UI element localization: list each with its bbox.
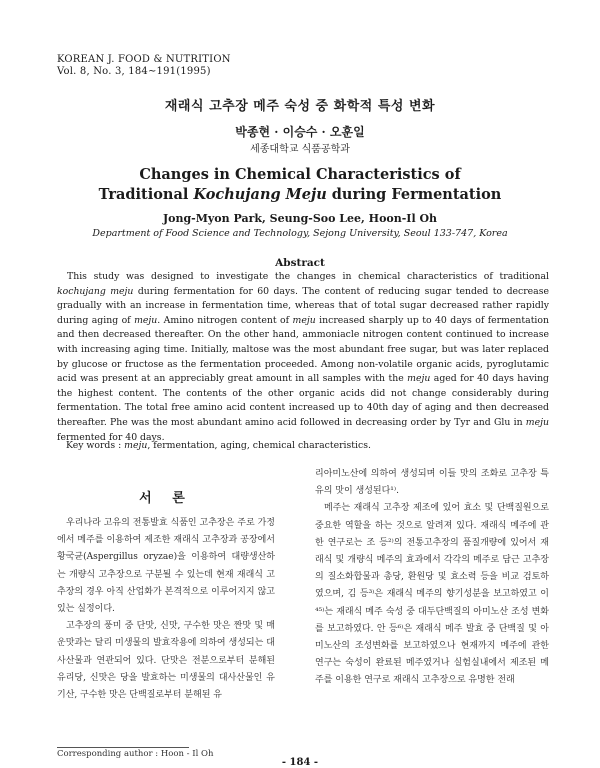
left-paragraph-1: 우리나라 고유의 전통발효 식품인 고추장은 주로 가정에서 메주를 이용하여 제조한 재래식 고추장과 공장에서 황국균(Aspergillus oryzae)을 이용하여 대량생산하는 개량식 고추장으로 구분될 수 있는데 현재 재래식 고추장의 경우 아직 산업화가 본격적으로 이루어지지 않고 있는 실정이다. (57, 518, 275, 615)
right-paragraph-0: 리아미노산에 의하여 생성되며 이들 맛의 조화로 고추장 특유의 맛이 생성된다¹⁾. (315, 469, 549, 497)
abstract-paragraph (57, 270, 549, 445)
keywords-text: , fermentation, aging, chemical characteristics. (147, 440, 371, 451)
page-number: - 184 - (281, 757, 319, 768)
abstract-body (57, 270, 549, 445)
english-title-italic: Kochujang Meju (193, 186, 327, 203)
english-affiliation: Department of Food Science and Technology, Sejong University, Seoul 133-747, Korea (92, 228, 508, 239)
korean-authors: 박종현 · 이승수 · 오훈일 (235, 125, 365, 139)
abstract-text: during fermentation for 60 days. The content of reducing sugar tended to decrease gradually with an increase in fermentation time, whereas that of total sugar decreased rather rapidly during aging of (57, 285, 549, 326)
abstract-italic: meju (134, 314, 158, 326)
abstract-italic: meju (407, 373, 431, 385)
keywords-label: Key words : (66, 440, 125, 451)
keywords (66, 440, 371, 451)
right-paragraph-1: 메주는 재래식 고추장 제조에 있어 효소 및 단백질원으로 중요한 역할을 하는 것으로 알려져 있다. 재래식 메주에 관한 연구로는 조 등²⁾의 전통고추장의 품질개량에 있어서 재래식 및 개량식 메주의 효과에서 각각의 메주로 담근 고추장의 질소화합물과 총당, 환원당 및 효소력 등을 비교 검토하였으며, 김 등³⁾은 재래식 메주의 향기성분을 보고하였고 이⁴⁵⁾는 재래식 메주 숙성 중 대두단백질의 아미노산 조성 변화를 보고하였다. 안 등⁶⁾은 재래식 메주 발효 중 단백질 및 아미노산의 조성변화를 보고하였으나 현재까지 메주에 관한 연구는 숙성이 완료된 메주였거나 실험실내에서 제조된 메주를 이용한 연구로 재래식 고추장으로 유명한 전래 (315, 503, 549, 686)
footnote-rule (57, 747, 189, 748)
section-heading-introduction: 서 론 (139, 491, 193, 506)
abstract-italic: meju (525, 416, 549, 428)
abstract-italic: kochujang meju (57, 285, 134, 297)
abstract-text: This study was designed to investigate the changes in chemical characteristics of traditional (67, 271, 549, 282)
abstract-text: aged for 40 days having the highest content. The contents of the other organic acids did not change considerably during fermentation. The total free amino acid content increased up to 40th day of aging and then decreased thereafter. Phe was the most abundant amino acid followed in decreasing order by Tyr and Glu in (57, 373, 550, 428)
journal-header (57, 54, 231, 78)
right-column (315, 466, 549, 690)
abstract-heading: Abstract (275, 257, 325, 269)
abstract-italic: meju (292, 314, 316, 326)
english-title-line1: Changes in Chemical Characteristics of (139, 166, 461, 183)
left-column (57, 515, 275, 704)
abstract-text: . Amino nitrogen content of (157, 314, 293, 326)
abstract-text: fermented for 40 days. (57, 431, 165, 443)
korean-title: 재래식 고추장 메주 숙성 중 화학적 특성 변화 (164, 99, 436, 114)
keywords-italic: meju (124, 440, 148, 451)
english-title-line2 (0, 185, 600, 205)
english-title-post: during Fermentation (326, 186, 502, 203)
left-paragraph-2: 고추장의 풍미 중 단맛, 신맛, 구수한 맛은 짠맛 및 매운맛과는 달리 미생물의 발효작용에 의하여 생성되는 대사산물과 연관되어 있다. 단맛은 전분으로부터 분해된 유리당, 신맛은 당을 발효하는 미생물의 대사산물인 유기산, 구수한 맛은 단백질로부터 분해된 유 (57, 621, 275, 701)
english-title (0, 165, 600, 205)
english-authors: Jong-Myon Park, Seung-Soo Lee, Hoon-Il Oh (162, 212, 438, 225)
abstract-text: increased sharply up to 40 days of fermentation and then decreased thereafter. On the other hand, ammoniacle nitrogen content continued to increase with increasing aging time. Initially, maltose was the most abundant free sugar, but was later replaced by glucose or fructose as the fermentation proceeded. Among non-volatile organic acids, pyroglutamic acid was present at an appreciably great amount in all samples with the (57, 314, 549, 385)
english-title-pre: Traditional (98, 186, 194, 203)
journal-name: KOREAN J. FOOD & NUTRITION (57, 54, 231, 65)
journal-issue: Vol. 8, No. 3, 184∼191(1995) (57, 66, 211, 77)
corresponding-author-footnote: Corresponding author : Hoon - Il Oh (57, 749, 214, 759)
korean-affiliation: 세종대학교 식품공학과 (250, 144, 350, 155)
